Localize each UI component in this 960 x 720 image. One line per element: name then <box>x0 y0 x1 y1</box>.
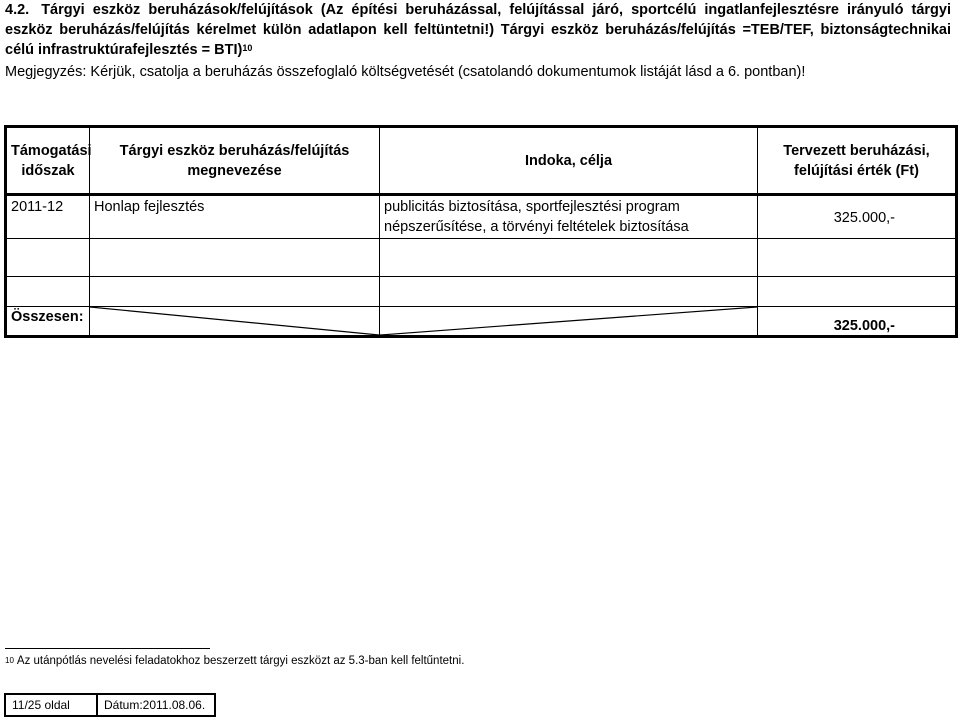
crossed-out-cell <box>90 307 380 337</box>
document-date: Dátum:2011.08.06. <box>104 698 206 712</box>
cell-reason: publicitás biztosítása, sportfejlesztési program népszerűsítése, a törvényi feltételek biztosítása <box>380 195 758 239</box>
section-heading <box>5 0 951 60</box>
header-reason: Indoka, célja <box>380 127 758 195</box>
table-header-row <box>6 127 957 195</box>
footnote-number: 10 <box>5 656 14 665</box>
total-row <box>6 307 957 337</box>
footnote-separator <box>5 648 210 649</box>
cell-value <box>758 277 957 307</box>
header-name: Tárgyi eszköz beruházás/felújítás megnevezése <box>90 127 380 195</box>
cell-name <box>90 277 380 307</box>
page-footer <box>4 693 216 717</box>
section-heading-text: Tárgyi eszköz beruházások/felújítások (Az építési beruházással, felújítással járó, sportcélú ingatlanfejlesztésre irányuló tárgyi eszköz beruházás/felújítás kérelmet külön adatlapon kell feltüntetni!) Tárgyi eszköz beruházás/felújítás =TEB/TEF, biztonságtechnikai célú infrastruktúrafejlesztés = BTI) <box>5 2 951 58</box>
cell-period <box>6 239 90 277</box>
cell-reason <box>380 277 758 307</box>
header-value: Tervezett beruházási, felújítási érték (Ft) <box>758 127 957 195</box>
cell-period <box>6 277 90 307</box>
table-row <box>6 239 957 277</box>
footnote-reference: 10 <box>242 43 253 53</box>
cell-value <box>758 239 957 277</box>
table-row <box>6 277 957 307</box>
cell-name <box>90 239 380 277</box>
header-period: Támogatási időszak <box>6 127 90 195</box>
crossed-out-cell <box>380 307 758 337</box>
footnote <box>5 654 464 668</box>
investment-table <box>4 125 958 338</box>
diagonal-line <box>380 307 757 335</box>
footnote-text: Az utánpótlás nevelési feladatokhoz beszerzett tárgyi eszközt az 5.3-ban kell feltűntetni. <box>16 655 465 667</box>
total-label: Összesen: <box>6 307 90 337</box>
note-text: Megjegyzés: Kérjük, csatolja a beruházás összefoglaló költségvetését (csatolandó dokumentumok listáját lásd a 6. pontban)! <box>5 64 806 80</box>
section-number: 4.2. <box>5 2 30 18</box>
cell-reason <box>380 239 758 277</box>
cell-value: 325.000,- <box>758 195 957 239</box>
page-number: 11/25 oldal <box>6 695 98 715</box>
cell-name: Honlap fejlesztés <box>90 195 380 239</box>
total-value: 325.000,- <box>758 307 957 337</box>
diagonal-line <box>90 307 379 335</box>
table-row <box>6 195 957 239</box>
cell-period: 2011-12 <box>6 195 90 239</box>
